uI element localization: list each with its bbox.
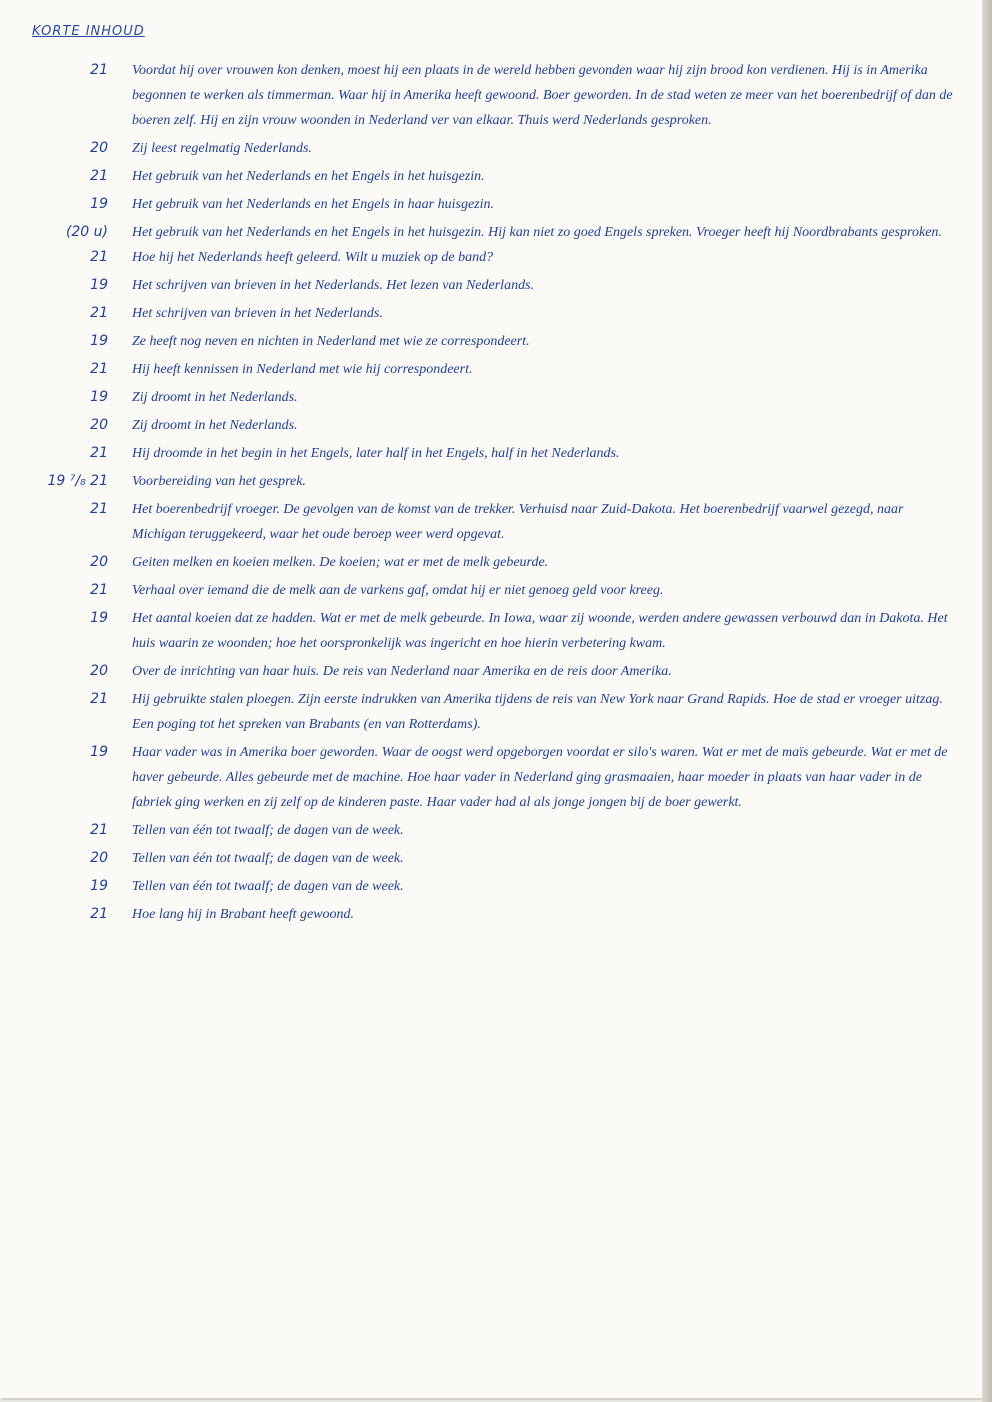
summary-entry — [0, 902, 982, 927]
entry-text: Het schrijven van brieven in het Nederlands. — [132, 306, 383, 321]
entry-text: Hij heeft kennissen in Nederland met wie hij correspondeert. — [132, 362, 473, 377]
entry-number: 21 — [90, 501, 108, 517]
page-edge — [982, 0, 992, 1402]
entry-number: 21 — [90, 691, 108, 707]
entry-text: Het aantal koeien dat ze hadden. Wat er met de melk gebeurde. In Iowa, waar zij woonde, werden andere gewassen verbouwd dan in Dakota. Het huis waarin ze woonden; hoe het oorspronkelijk was ingericht en hoe hierin verbetering kwam. — [132, 611, 948, 651]
entry-number: 21 — [90, 822, 108, 838]
entry-number: 21 — [90, 445, 108, 461]
entry-number: 19 — [90, 196, 108, 212]
summary-entry — [0, 687, 982, 737]
entry-number: 19 — [90, 389, 108, 405]
summary-entry — [0, 136, 982, 161]
entry-text: Het schrijven van brieven in het Nederlands. Het lezen van Nederlands. — [132, 278, 535, 293]
entry-text: Verhaal over iemand die de melk aan de varkens gaf, omdat hij er niet genoeg geld voor kreeg. — [132, 583, 664, 598]
entry-number: 19 — [90, 878, 108, 894]
summary-entry — [0, 273, 982, 298]
entry-text: Haar vader was in Amerika boer geworden. Waar de oogst werd opgeborgen voordat er silo's waren. Wat er met de maïs gebeurde. Wat er met de haver gebeurde. Alles gebeurde met de machine. Hoe haar vader in Nederland ging grasmaaien, haar moeder in plaats van haar vader in de fabriek ging werken en zij zelf op de kinderen paste. Haar vader had al als jonge jongen bij de boer gewerkt. — [132, 745, 948, 810]
entry-text: Hij droomde in het begin in het Engels, later half in het Engels, half in het Nederlands. — [132, 446, 620, 461]
entry-text: Tellen van één tot twaalf; de dagen van de week. — [132, 851, 404, 866]
entry-number: 21 — [90, 582, 108, 598]
entry-text: Voorbereiding van het gesprek. — [132, 474, 306, 489]
entry-text: Voordat hij over vrouwen kon denken, moest hij een plaats in de wereld hebben gevonden waar hij zijn brood kon verdienen. Hij is in Amerika begonnen te werken als timmerman. Waar hij in Amerika heeft gewoond. Boer geworden. In de stad weten ze meer van het boerenbedrijf of dan de boeren zelf. Hij en zijn vrouw woonden in Nederland ver van elkaar. Thuis werd Nederlands gesproken. — [132, 63, 953, 128]
entry-number: 20 — [90, 140, 108, 156]
entry-text: Hoe lang hij in Brabant heeft gewoond. — [132, 907, 355, 922]
summary-entry — [0, 659, 982, 684]
summary-entry — [0, 164, 982, 189]
entry-number: 21 — [90, 168, 108, 184]
entry-text: Hij gebruikte stalen ploegen. Zijn eerste indrukken van Amerika tijdens de reis van New York naar Grand Rapids. Hoe de stad er vroeger uitzag. Een poging tot het spreken van Brabants (en van Rotterdams). — [132, 692, 943, 732]
entry-text: Ze heeft nog neven en nichten in Nederland met wie ze correspondeert. — [132, 334, 530, 349]
entry-number: 21 — [90, 62, 108, 78]
summary-entry — [0, 846, 982, 871]
entry-number: 21 — [90, 305, 108, 321]
entry-number: 19 — [90, 333, 108, 349]
entry-number: 20 — [90, 417, 108, 433]
summary-entry — [0, 357, 982, 382]
summary-entry — [0, 441, 982, 466]
entry-text: Het gebruik van het Nederlands en het Engels in het huisgezin. Hij kan niet zo goed Engels spreken. Vroeger heeft hij Noordbrabants gesproken. Hoe hij het Nederlands heeft geleerd. Wilt u muziek op de band? — [132, 225, 942, 265]
entry-text: Geiten melken en koeien melken. De koeien; wat er met de melk gebeurde. — [132, 555, 549, 570]
summary-entry — [0, 58, 982, 133]
summary-entry — [0, 301, 982, 326]
entry-text: Tellen van één tot twaalf; de dagen van de week. — [132, 823, 404, 838]
entry-number: 21 — [90, 361, 108, 377]
entry-text: Zij droomt in het Nederlands. — [132, 418, 298, 433]
entry-text: Zij leest regelmatig Nederlands. — [132, 141, 312, 156]
entry-number: 19 ⁷/₈ 21 — [47, 473, 108, 489]
summary-entry — [0, 469, 982, 494]
summary-entry — [0, 385, 982, 410]
entry-text: Het gebruik van het Nederlands en het Engels in haar huisgezin. — [132, 197, 494, 212]
entry-text: Het gebruik van het Nederlands en het Engels in het huisgezin. — [132, 169, 485, 184]
entry-text: Zij droomt in het Nederlands. — [132, 390, 298, 405]
entry-number: 19 — [90, 744, 108, 760]
summary-entry — [0, 740, 982, 815]
entry-number: 19 — [90, 610, 108, 626]
entry-number: 20 — [90, 850, 108, 866]
entry-number: 20 — [90, 663, 108, 679]
summary-entry — [0, 818, 982, 843]
summary-entry — [0, 606, 982, 656]
summary-entry — [0, 497, 982, 547]
summary-entry — [0, 578, 982, 603]
entry-text: Tellen van één tot twaalf; de dagen van de week. — [132, 879, 404, 894]
summary-entry — [0, 329, 982, 354]
entry-list — [0, 58, 982, 930]
entry-number: 20 — [90, 554, 108, 570]
entry-text: Over de inrichting van haar huis. De reis van Nederland naar Amerika en de reis door Amerika. — [132, 664, 672, 679]
entry-number: (20 u) 21 — [65, 224, 108, 265]
page-title: KORTE INHOUD — [32, 24, 145, 39]
entry-number: 19 — [90, 277, 108, 293]
summary-entry — [0, 220, 982, 270]
entry-text: Het boerenbedrijf vroeger. De gevolgen van de komst van de trekker. Verhuisd naar Zuid-Dakota. Het boerenbedrijf vaarwel gezegd, naar Michigan teruggekeerd, waar het oude beroep weer werd opgevat. — [132, 502, 904, 542]
summary-entry — [0, 192, 982, 217]
entry-number: 21 — [90, 906, 108, 922]
summary-entry — [0, 413, 982, 438]
summary-entry — [0, 874, 982, 899]
summary-entry — [0, 550, 982, 575]
